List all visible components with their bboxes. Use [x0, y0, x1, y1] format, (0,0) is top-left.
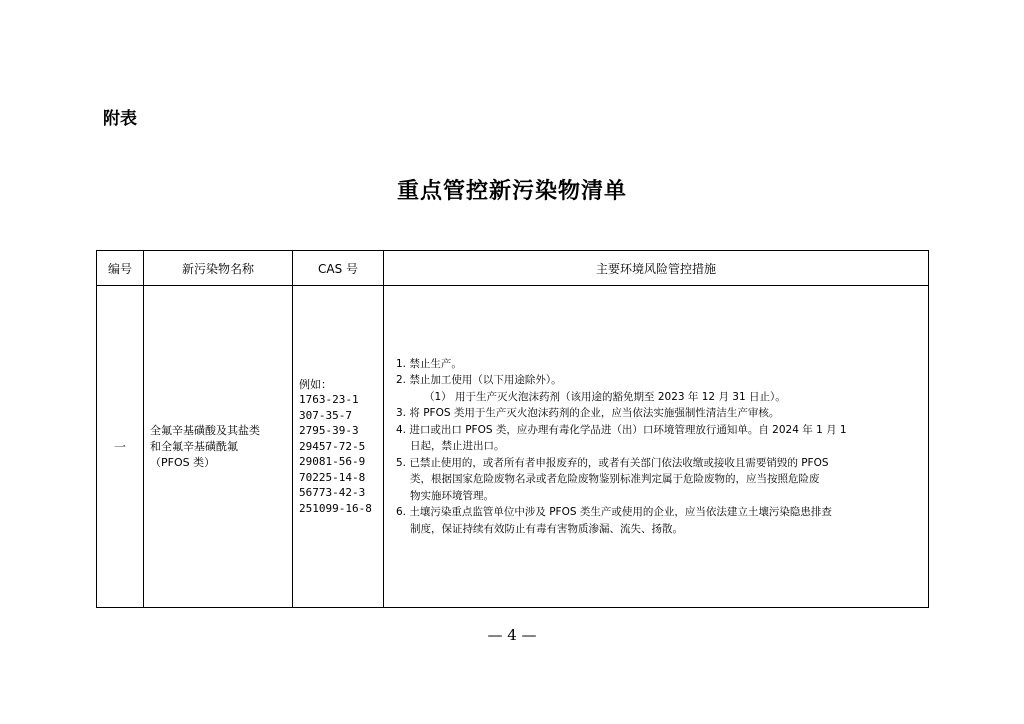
cas-line: 251099-16-8: [299, 501, 372, 515]
page-number: — 4 —: [487, 626, 537, 644]
table-row: [97, 286, 929, 608]
measure-line: （1） 用于生产灭火泡沫药剂（该用途的豁免期至 2023 年 12 月 31 日止）。: [424, 390, 786, 403]
cas-line: 1763-23-1: [299, 393, 359, 407]
cas-line: 2795-39-3: [299, 424, 359, 438]
header-cas: CAS 号: [293, 251, 384, 286]
cas-line: 29081-56-9: [299, 455, 366, 469]
cell-name: [144, 286, 293, 608]
document-title: 重点管控新污染物清单: [396, 178, 627, 204]
cas-line: 307-35-7: [299, 408, 352, 422]
annex-label: 附表: [103, 109, 137, 129]
cas-line: 56773-42-3: [299, 486, 366, 500]
measure-line: 2. 禁止加工使用（以下用途除外）。: [396, 374, 562, 387]
measure-line: 日起，禁止进出口。: [410, 440, 505, 453]
cas-line: 例如：: [299, 377, 332, 391]
cell-measures: [384, 286, 929, 608]
measure-line: 制度，保证持续有效防止有毒有害物质渗漏、流失、扬散。: [410, 522, 683, 535]
measure-line: 物实施环境管理。: [410, 489, 494, 502]
measure-line: 4. 进口或出口 PFOS 类，应办理有毒化学品进（出）口环境管理放行通知单。自 2024 年 1 月 1: [396, 423, 847, 436]
header-name: 新污染物名称: [144, 251, 293, 286]
name-line: 全氟辛基磺酸及其盐类: [150, 423, 260, 437]
measure-line: 6. 土壤污染重点监管单位中涉及 PFOS 类生产或使用的企业，应当依法建立土壤污染隐患排查: [396, 506, 832, 519]
measure-line: 3. 将 PFOS 类用于生产灭火泡沫药剂的企业，应当依法实施强制性清洁生产审核。: [396, 407, 780, 420]
pollutant-table: [96, 250, 929, 608]
measure-line: 1. 禁止生产。: [396, 357, 462, 370]
header-measures: 主要环境风险管控措施: [384, 251, 929, 286]
measure-line: 5. 已禁止使用的，或者所有者申报废弃的，或者有关部门依法收缴或接收且需要销毁的 PFOS: [396, 456, 829, 469]
measure-line: 类，根据国家危险废物名录或者危险废物鉴别标准判定属于危险废物的，应当按照危险废: [410, 473, 820, 486]
cas-line: 29457-72-5: [299, 439, 366, 453]
header-no: 编号: [97, 251, 144, 286]
name-line: 和全氟辛基磺酰氟: [150, 439, 238, 453]
table-header-row: [97, 251, 929, 286]
cell-no: 一: [97, 286, 144, 608]
cell-cas: [293, 286, 384, 608]
cas-line: 70225-14-8: [299, 470, 366, 484]
name-line: （PFOS 类）: [150, 455, 216, 469]
